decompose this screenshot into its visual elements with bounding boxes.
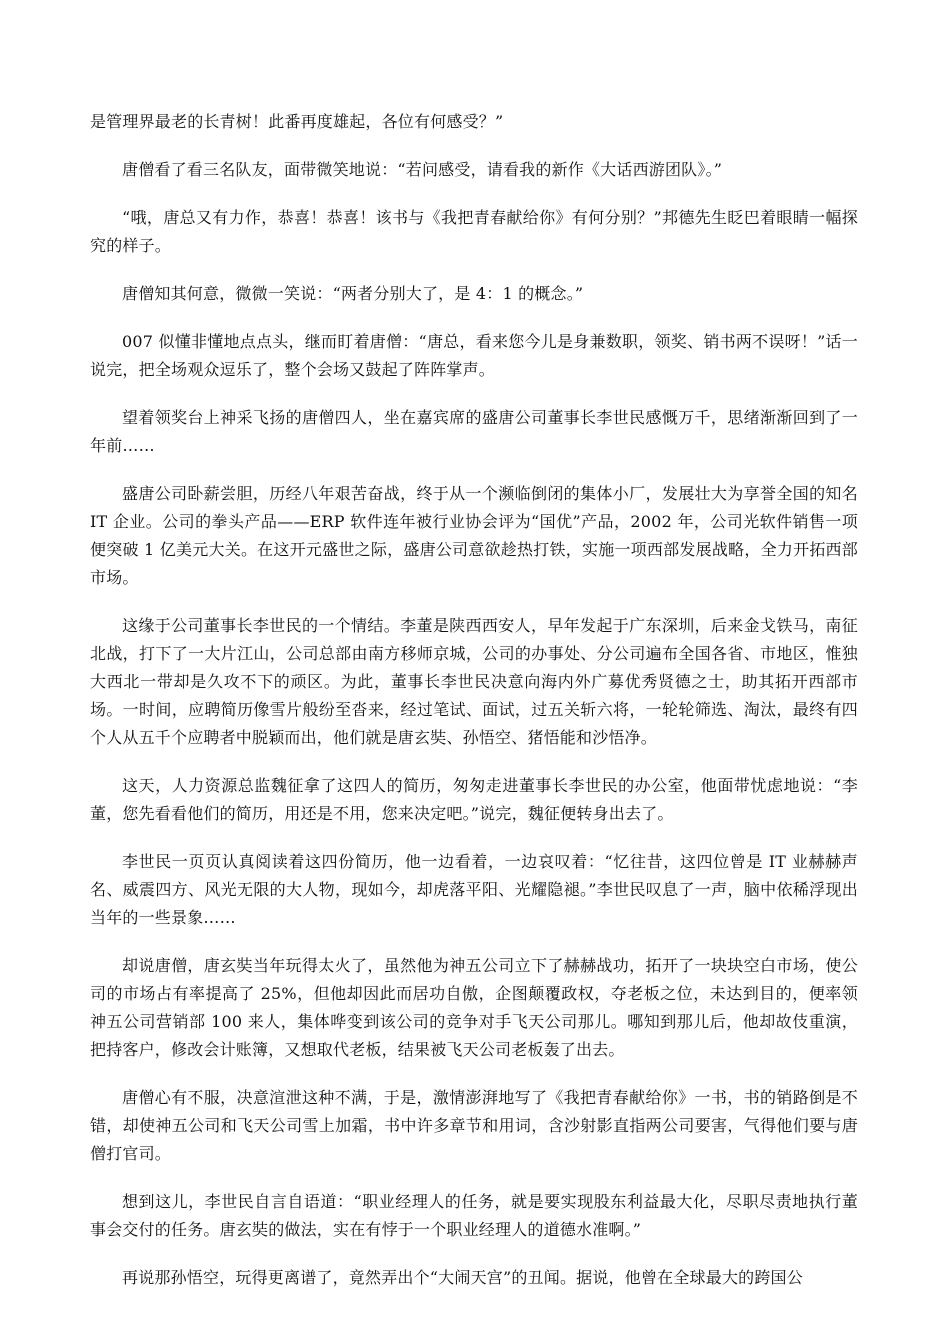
paragraph-14: 再说那孙悟空，玩得更离谱了，竟然弄出个“大闹天宫”的丑闻。据说，他曾在全球最大的跨国公	[122, 1268, 803, 1287]
paragraph-2: 唐僧看了看三名队友，面带微笑地说：“若问感受，请看我的新作《大话西游团队》。”	[122, 160, 723, 179]
paragraph-13: 想到这儿，李世民自言自语道：“职业经理人的任务，就是要实现股东利益最大化，尽职尽责地执行董事会交付的任务。唐玄奘的做法，实在有悖于一个职业经理人的道德水准啊。”	[90, 1192, 858, 1239]
paragraph-4: 唐僧知其何意，微微一笑说：“两者分别大了，是 4：1 的概念。”	[122, 284, 584, 303]
paragraph-6: 望着领奖台上神采飞扬的唐僧四人，坐在嘉宾席的盛唐公司董事长李世民感慨万千，思绪渐渐回到了一年前……	[90, 408, 858, 455]
paragraph-8: 这缘于公司董事长李世民的一个情结。李董是陕西西安人，早年发起于广东深圳，后来金戈铁马，南征北战，打下了一大片江山，公司总部由南方移师京城，公司的办事处、分公司遍布全国各省、市地区，惟独大西北一带却是久攻不下的顽区。为此，董事长李世民决意向海内外广募优秀贤德之士，助其拓开西部市场。一时间，应聘简历像雪片般纷至沓来，经过笔试、面试，过五关斩六将，一轮轮筛选、淘汰，最终有四个人从五千个应聘者中脱颖而出，他们就是唐玄奘、孙悟空、猪悟能和沙悟净。	[90, 616, 858, 747]
paragraph-11: 却说唐僧，唐玄奘当年玩得太火了，虽然他为神五公司立下了赫赫战功，拓开了一块块空白市场，使公司的市场占有率提高了 25%，但他却因此而居功自傲，企图颠覆政权，夺老板之位，未达到目的，便率领神五公司营销部 100 来人，集体哗变到该公司的竞争对手飞天公司那儿。哪知到那儿后，他却故伎重演，把持客户，修改会计账簿，又想取代老板，结果被飞天公司老板轰了出去。	[90, 956, 858, 1059]
paragraph-5: 007 似懂非懂地点点头，继而盯着唐僧：“唐总，看来您今儿是身兼数职，领奖、销书两不误呀！”话一说完，把全场观众逗乐了，整个会场又鼓起了阵阵掌声。	[90, 332, 858, 379]
paragraph-7: 盛唐公司卧薪尝胆，历经八年艰苦奋战，终于从一个濒临倒闭的集体小厂，发展壮大为享誉全国的知名 IT 企业。公司的拳头产品——ERP 软件连年被行业协会评为“国优”产品，2002 年，公司光软件销售一项便突破 1 亿美元大关。在这开元盛世之际，盛唐公司意欲趁热打铁，实施一项西部发展战略，全力开拓西部市场。	[90, 484, 858, 587]
paragraph-10: 李世民一页页认真阅读着这四份简历，他一边看着，一边哀叹着：“忆往昔，这四位曾是 IT 业赫赫声名、威震四方、风光无限的大人物，现如今，却虎落平阳、光耀隐褪。”李世民叹息了一声，脑中依稀浮现出当年的一些景象……	[90, 852, 858, 927]
document-page	[90, 108, 858, 1312]
paragraph-1: 是管理界最老的长青树！此番再度雄起，各位有何感受？”	[90, 112, 504, 131]
paragraph-12: 唐僧心有不服，决意渲泄这种不满，于是，激情澎湃地写了《我把青春献给你》一书，书的销路倒是不错，却使神五公司和飞天公司雪上加霜，书中许多章节和用词，含沙射影直指两公司要害，气得他们要与唐僧打官司。	[90, 1088, 858, 1163]
paragraph-3: “哦，唐总又有力作，恭喜！恭喜！该书与《我把青春献给你》有何分别？”邦德先生眨巴着眼睛一幅探究的样子。	[90, 208, 858, 255]
paragraph-9: 这天，人力资源总监魏征拿了这四人的简历，匆匆走进董事长李世民的办公室，他面带忧虑地说：“李董，您先看看他们的简历，用还是不用，您来决定吧。”说完，魏征便转身出去了。	[90, 776, 858, 823]
